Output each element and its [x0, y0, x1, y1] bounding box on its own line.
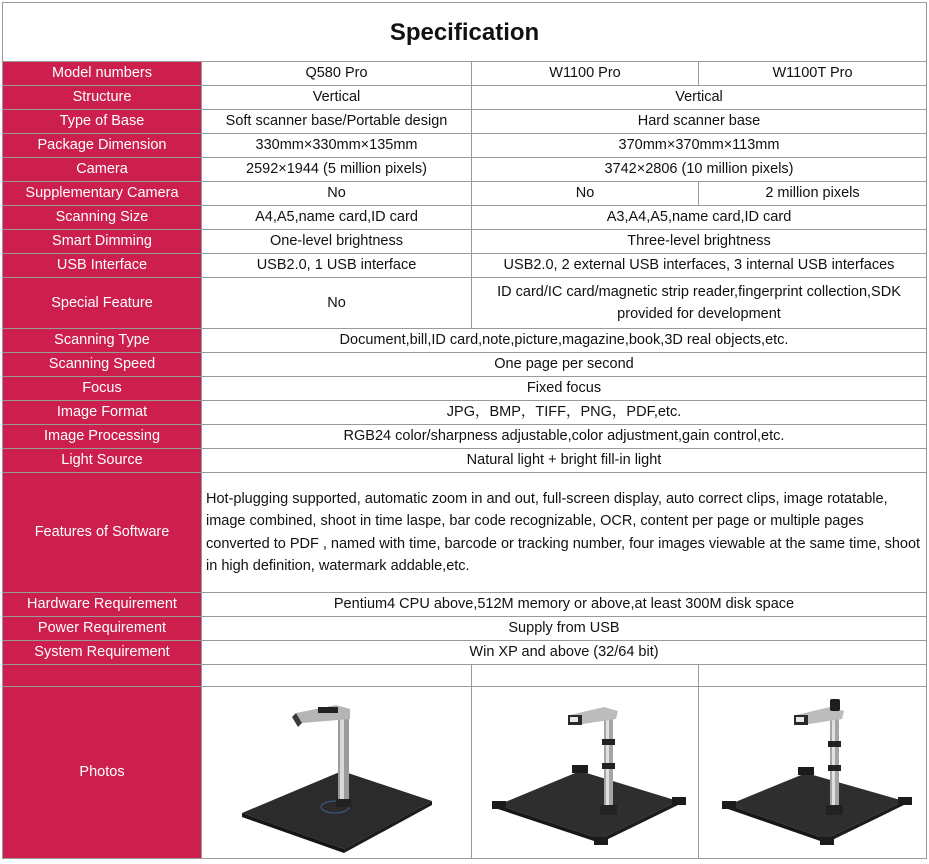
row-label-usb-interface: USB Interface: [3, 254, 202, 278]
cell-all-models: Win XP and above (32/64 bit): [202, 641, 927, 665]
cell-q580: No: [202, 278, 472, 329]
table-row: [3, 278, 927, 329]
cell-all-models: Supply from USB: [202, 617, 927, 641]
table-row: [3, 329, 927, 353]
row-label-system-requirement: System Requirement: [3, 641, 202, 665]
row-label-photos: Photos: [3, 687, 202, 859]
row-label-special-feature: Special Feature: [3, 278, 202, 329]
cell-w1100-series: A3,A4,A5,name card,ID card: [472, 206, 927, 230]
table-row: [3, 254, 927, 278]
cell-all-models: Hot-plugging supported, automatic zoom in and out, full-screen display, auto correct clips, image rotatable, image combined, shoot in time laspe, bar code recognizable, OCR, content per page or multiple pages converted to PDF , named with time, barcode or tracking number, four images viewable at the same time, shoot in high definition, watermark addable,etc.: [202, 473, 927, 593]
row-label-package-dimension: Package Dimension: [3, 134, 202, 158]
row-label-scanning-type: Scanning Type: [3, 329, 202, 353]
row-label-image-processing: Image Processing: [3, 425, 202, 449]
table-row: [3, 687, 927, 859]
cell-all-models: Document,bill,ID card,note,picture,magazine,book,3D real objects,etc.: [202, 329, 927, 353]
cell-w1100-series: Hard scanner base: [472, 110, 927, 134]
row-label-model-numbers: Model numbers: [3, 62, 202, 86]
table-row: [3, 425, 927, 449]
cell-all-models: Fixed focus: [202, 377, 927, 401]
cell-all-models: Pentium4 CPU above,512M memory or above,at least 300M disk space: [202, 593, 927, 617]
empty-cell: [472, 665, 699, 687]
model-w1100t: W1100T Pro: [699, 62, 927, 86]
page-title: Specification: [3, 3, 927, 62]
scanner-w1100t-photo: [708, 693, 918, 853]
cell-w1100-series: Vertical: [472, 86, 927, 110]
table-row: [3, 641, 927, 665]
table-row: [3, 158, 927, 182]
cell-q580: USB2.0, 1 USB interface: [202, 254, 472, 278]
empty-cell: [699, 665, 927, 687]
cell-w1100-series: Three-level brightness: [472, 230, 927, 254]
cell-w1100-series: 370mm×370mm×113mm: [472, 134, 927, 158]
cell-q580: Vertical: [202, 86, 472, 110]
table-row: [3, 377, 927, 401]
row-label-image-format: Image Format: [3, 401, 202, 425]
cell-w1100-series: 3742×2806 (10 million pixels): [472, 158, 927, 182]
model-q580: Q580 Pro: [202, 62, 472, 86]
scanner-q580-photo: [232, 693, 442, 853]
empty-cell: [202, 665, 472, 687]
cell-w1100-series: ID card/IC card/magnetic strip reader,fingerprint collection,SDK provided for development: [472, 278, 927, 329]
table-row: [3, 62, 927, 86]
row-label-supplementary-camera: Supplementary Camera: [3, 182, 202, 206]
cell-q580: No: [202, 182, 472, 206]
row-label-type-of-base: Type of Base: [3, 110, 202, 134]
row-label-structure: Structure: [3, 86, 202, 110]
table-row: [3, 665, 927, 687]
photo-cell-q580: [202, 687, 472, 859]
table-row: [3, 353, 927, 377]
cell-all-models: JPG，BMP，TIFF，PNG，PDF,etc.: [202, 401, 927, 425]
row-label-power-requirement: Power Requirement: [3, 617, 202, 641]
photo-cell-w1100t: [699, 687, 927, 859]
cell-q580: 330mm×330mm×135mm: [202, 134, 472, 158]
model-w1100: W1100 Pro: [472, 62, 699, 86]
row-label-smart-dimming: Smart Dimming: [3, 230, 202, 254]
table-row: [3, 182, 927, 206]
row-label-hardware-requirement: Hardware Requirement: [3, 593, 202, 617]
row-label-light-source: Light Source: [3, 449, 202, 473]
table-row: [3, 134, 927, 158]
cell-all-models: Natural light + bright fill-in light: [202, 449, 927, 473]
scanner-w1100-photo: [480, 693, 690, 853]
table-row: [3, 206, 927, 230]
photo-cell-w1100: [472, 687, 699, 859]
cell-q580: A4,A5,name card,ID card: [202, 206, 472, 230]
table-row: [3, 617, 927, 641]
table-row: [3, 473, 927, 593]
table-row: [3, 593, 927, 617]
cell-w1100-series: USB2.0, 2 external USB interfaces, 3 internal USB interfaces: [472, 254, 927, 278]
row-label-focus: Focus: [3, 377, 202, 401]
table-row: [3, 449, 927, 473]
table-row: [3, 230, 927, 254]
cell-all-models: RGB24 color/sharpness adjustable,color adjustment,gain control,etc.: [202, 425, 927, 449]
cell-w1100t: 2 million pixels: [699, 182, 927, 206]
table-row: [3, 401, 927, 425]
row-label-camera: Camera: [3, 158, 202, 182]
spec-table: [2, 2, 927, 859]
table-row: [3, 110, 927, 134]
row-label-scanning-speed: Scanning Speed: [3, 353, 202, 377]
cell-w1100: No: [472, 182, 699, 206]
cell-q580: One-level brightness: [202, 230, 472, 254]
cell-all-models: One page per second: [202, 353, 927, 377]
cell-q580: 2592×1944 (5 million pixels): [202, 158, 472, 182]
row-label-features-of-software: Features of Software: [3, 473, 202, 593]
row-label-scanning-size: Scanning Size: [3, 206, 202, 230]
row-label-empty: [3, 665, 202, 687]
table-row: [3, 86, 927, 110]
cell-q580: Soft scanner base/Portable design: [202, 110, 472, 134]
